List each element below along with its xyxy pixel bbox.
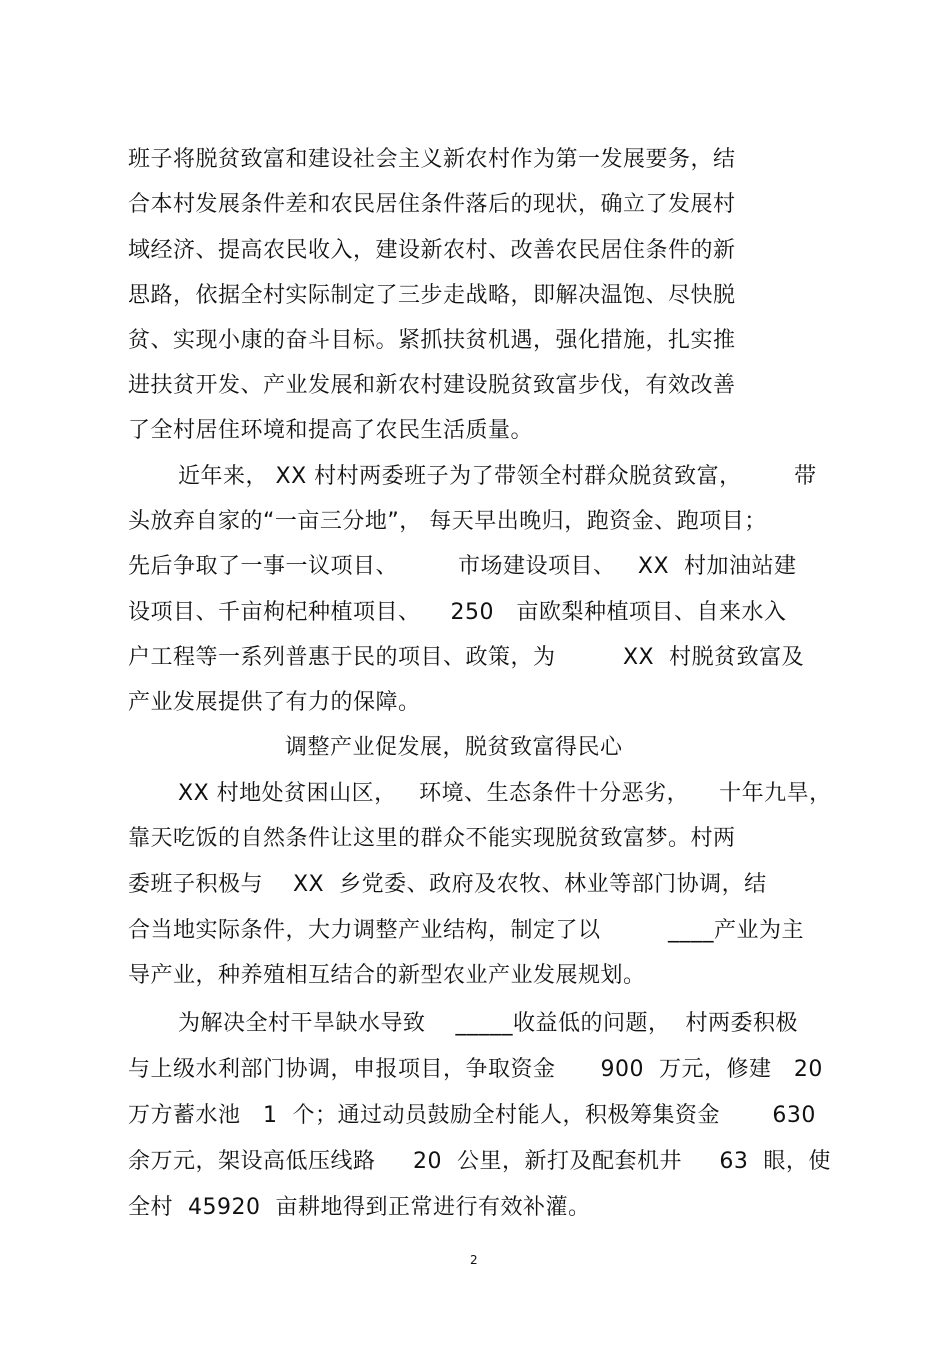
body-text-line: 万方蓄水池 1 个；通过动员鼓励全村能人，积极筹集资金 630: [128, 1103, 816, 1128]
body-text-line: 先后争取了一事一议项目、 市场建设项目、 XX 村加油站建: [128, 554, 797, 579]
body-text-line: 域经济、提高农民收入，建设新农村、改善农民居住条件的新: [128, 238, 736, 263]
body-text-line: 合当地实际条件，大力调整产业结构，制定了以 ____产业为主: [128, 918, 804, 943]
body-text-line: 头放弃自家的“一亩三分地”， 每天早出晚归，跑资金、跑项目；: [128, 509, 767, 534]
body-text-line: 导产业，种养殖相互结合的新型农业产业发展规划。: [128, 963, 646, 988]
body-text-line: 进扶贫开发、产业发展和新农村建设脱贫致富步伐，有效改善: [128, 373, 736, 398]
body-text-line: XX 村地处贫困山区， 环境、生态条件十分恶劣， 十年九旱，: [178, 781, 832, 806]
body-text-line: 余万元，架设高低压线路 20 公里，新打及配套机井 63 眼，使: [128, 1149, 831, 1174]
body-text-line: 靠天吃饭的自然条件让这里的群众不能实现脱贫致富梦。村两: [128, 826, 736, 851]
body-text-line: 班子将脱贫致富和建设社会主义新农村作为第一发展要务，结: [128, 147, 736, 172]
body-text-line: 与上级水利部门协调，申报项目，争取资金 900 万元，修建 20: [128, 1057, 823, 1082]
section-heading: 调整产业促发展，脱贫致富得民心: [285, 735, 623, 760]
body-text-line: 全村 45920 亩耕地得到正常进行有效补灌。: [128, 1195, 591, 1220]
body-text-line: 委班子积极与 XX 乡党委、政府及农牧、林业等部门协调，结: [128, 872, 767, 897]
body-text-line: 户工程等一系列普惠于民的项目、政策，为 XX 村脱贫致富及: [128, 645, 805, 670]
page-number: 2: [470, 1253, 478, 1267]
body-text-line: 为解决全村干旱缺水导致 _____收益低的问题， 村两委积极: [178, 1011, 798, 1036]
body-text-line: 合本村发展条件差和农民居住条件落后的现状，确立了发展村: [128, 192, 736, 217]
body-text-line: 产业发展提供了有力的保障。: [128, 690, 421, 715]
body-text-line: 设项目、千亩枸杞种植项目、 250 亩欧梨种植项目、自来水入: [128, 600, 787, 625]
body-text-line: 了全村居住环境和提高了农民生活质量。: [128, 418, 534, 443]
body-text-line: 近年来， XX 村村两委班子为了带领全村群众脱贫致富， 带: [178, 464, 817, 489]
body-text-line: 思路，依据全村实际制定了三步走战略，即解决温饱、尽快脱: [128, 283, 736, 308]
body-text-line: 贫、实现小康的奋斗目标。紧抓扶贫机遇，强化措施，扎实推: [128, 328, 736, 353]
